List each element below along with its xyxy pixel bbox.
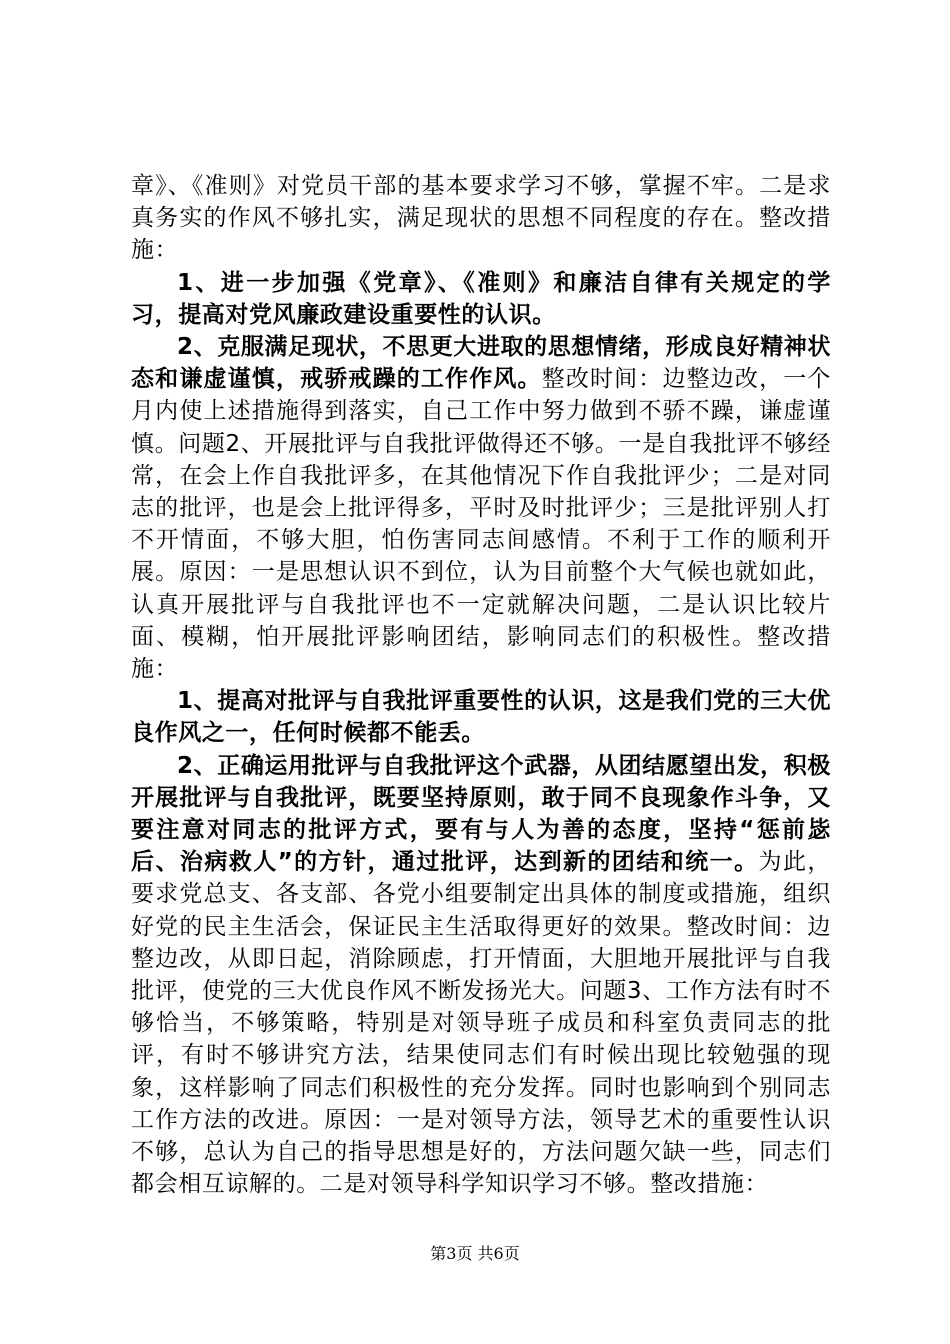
page-footer: 第3页 共6页	[430, 1244, 520, 1263]
measure-4-regular-text: 为此，要求党总支、各支部、各党小组要制定出具体的制度或措施，组织好党的民主生活会，保证民主生活取得更好的效果。整改时间：边整边改，从即日起，消除顾虑，打开情面，大胆地开展批评与自我批评，使党的三大优良作风不断发扬光大。问题3、工作方法有时不够恰当，不够策略，特别是对领导班子成员和科室负责同志的批评，有时不够讲究方法，结果使同志们有时候出现比较勉强的现象，这样影响了同志们积极性的充分发挥。同时也影响到个别同志工作方法的改进。原因：一是对领导方法，领导艺术的重要性认识不够，总认为自己的指导思想是好的，方法问题欠缺一些，同志们都会相互谅解的。二是对领导科学知识学习不够。整改措施：	[131, 849, 831, 1198]
measure-2-regular-text: 整改时间：边整边改，一个月内使上述措施得到落实，自己工作中努力做到不骄不躁，谦虚谨慎。问题2、开展批评与自我批评做得还不够。一是自我批评不够经常，在会上作自我批评多，在其他情况下作自我批评少；二是对同志的批评，也是会上批评得多，平时及时批评少；三是批评别人打不开情面，不够大胆，怕伤害同志间感情。不利于工作的顺利开展。原因：一是思想认识不到位，认为目前整个大气候也就如此，认真开展批评与自我批评也不一定就解决问题，二是认识比较片面、模糊，怕开展批评影响团结，影响同志们的积极性。整改措施：	[131, 366, 831, 683]
paragraph-continuation: 章》、《准则》对党员干部的基本要求学习不够，掌握不牢。二是求真务实的作风不够扎实，满足现状的思想不同程度的存在。整改措施：	[131, 173, 831, 264]
paragraph-measure-3: 1、提高对批评与自我批评重要性的认识，这是我们党的三大优良作风之一，任何时候都不能丢。	[131, 688, 831, 747]
document-body	[131, 170, 831, 1201]
paragraph-measure-2	[131, 331, 831, 685]
measure-2-bold-text: 2、克服满足现状，不思更大进取的思想情绪，形成良好精神状态和谦虚谨慎，戒骄戒躁的工作作风。	[131, 334, 831, 393]
paragraph-measure-1: 1、进一步加强《党章》、《准则》和廉洁自律有关规定的学习，提高对党风廉政建设重要性的认识。	[131, 269, 831, 328]
paragraph-measure-4	[131, 750, 831, 1201]
measure-4-bold-text: 2、正确运用批评与自我批评这个武器，从团结愿望出发，积极开展批评与自我批评，既要坚持原则，敢于同不良现象作斗争，又要注意对同志的批评方式，要有与人为善的态度，坚持“惩前毖后、治病救人”的方针，通过批评，达到新的团结和统一。	[131, 752, 831, 876]
